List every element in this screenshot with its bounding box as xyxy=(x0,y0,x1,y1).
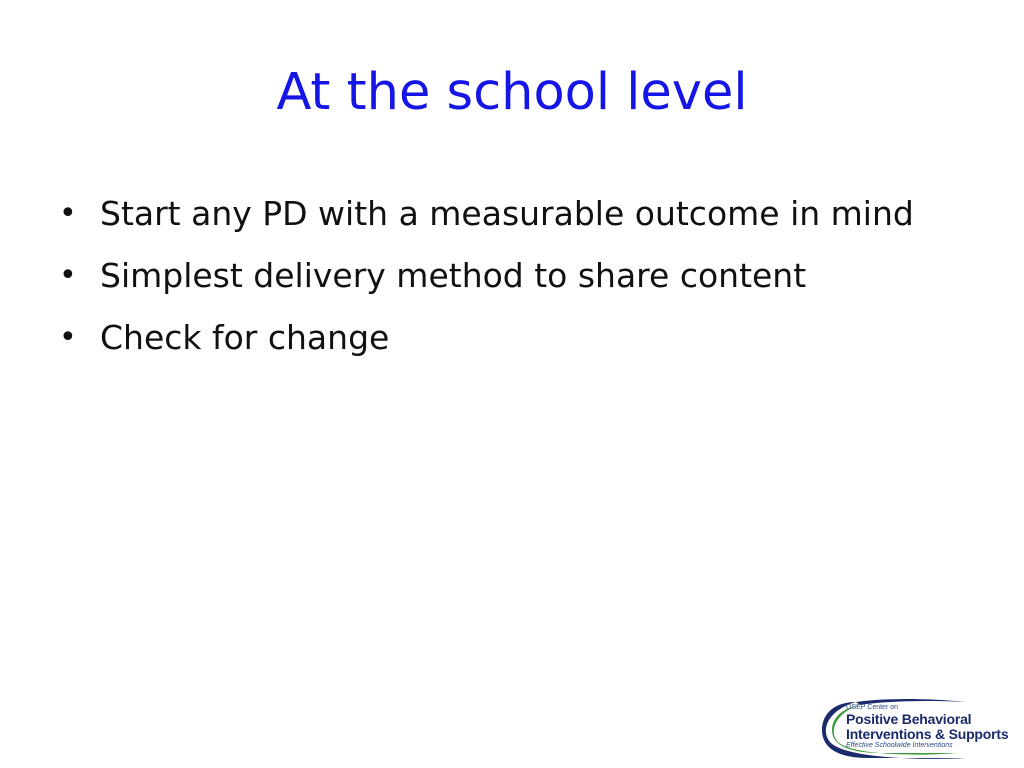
bullet-text: Start any PD with a measurable outcome in mind xyxy=(100,194,914,233)
bullet-item xyxy=(56,188,936,240)
logo-text xyxy=(846,704,1008,750)
bullet-text: Simplest delivery method to share content xyxy=(100,256,807,295)
bullet-text: Check for change xyxy=(100,318,390,357)
logo-top-line: OSEP Center on xyxy=(846,704,899,711)
bullet-icon: • xyxy=(59,320,77,355)
bullet-icon: • xyxy=(59,196,77,231)
logo-line1: Positive Behavioral xyxy=(846,711,972,727)
pbis-logo xyxy=(816,696,1016,762)
bullet-list xyxy=(56,188,936,374)
bullet-item xyxy=(56,250,936,302)
bullet-item xyxy=(56,312,936,364)
slide-title: At the school level xyxy=(276,63,748,122)
bullet-icon: • xyxy=(59,258,77,293)
logo-tagline: Effective Schoolwide Interventions xyxy=(846,742,953,749)
logo-line2: Interventions & Supports xyxy=(846,726,1009,742)
